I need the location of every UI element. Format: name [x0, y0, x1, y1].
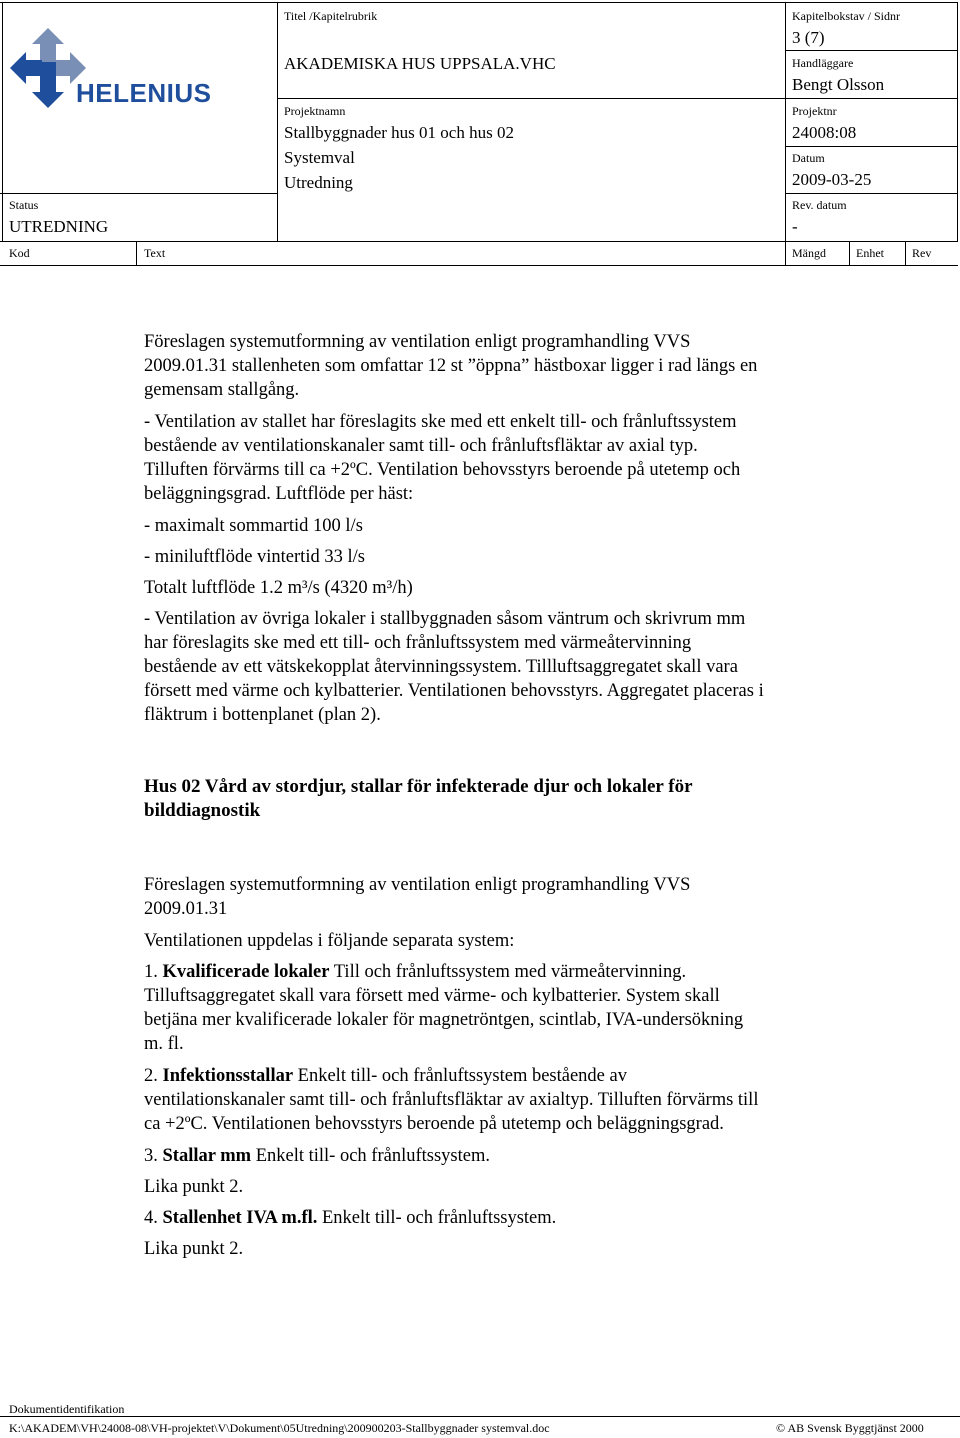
project-nr-value: 24008:08 — [792, 123, 857, 142]
list-item-number: 4. — [144, 1208, 158, 1228]
list-item — [144, 1064, 764, 1136]
paragraph: Föreslagen systemutformning av ventilation enligt programhandling VVS 2009.01.31 — [144, 875, 691, 919]
header-left-border — [2, 2, 3, 242]
col-divider-enhet — [905, 241, 906, 266]
list-item-title: Infektionsstallar — [162, 1066, 294, 1086]
subject-line-2: Utredning — [284, 173, 353, 192]
paragraph: - maximalt sommartid 100 l/s — [144, 516, 363, 536]
list-item-text: Till och frånluftssystem med värmeåtervinning. Tilluftsaggregatet skall vara försett med värme- och kylbatterier. System skall betjäna mer kvalificerade lokaler för magnetröntgen, scintlab, IVA-undersökning m. fl. — [144, 962, 744, 1054]
doc-path: K:\AKADEM\VH\24008-08\VH-projektet\V\Dokument\05Utredning\200900203-Stallbyggnader systemval.doc — [9, 1421, 550, 1435]
footer-divider — [0, 1416, 960, 1417]
header-row-line — [785, 50, 958, 51]
paragraph: Lika punkt 2. — [144, 1177, 244, 1197]
header-col-divider-1 — [277, 2, 278, 242]
col-text: Text — [144, 246, 166, 260]
title-value: AKADEMISKA HUS UPPSALA.VHC — [284, 54, 556, 73]
page-value: 3 (7) — [792, 28, 825, 47]
col-divider-kod — [136, 241, 137, 266]
logo-wordmark: HELENIUS — [76, 78, 212, 108]
paragraph: - Ventilation av stallet har föreslagits ske med ett enkelt till- och frånluftssystem bestående av ventilationskanaler samt till- och frånluftsfläktar av axial typ. Tilluften förvärms till ca +2ºC. Ventilation behovsstyrs beroende på utetemp och beläggningsgrad. Luftflöde per häst: — [144, 412, 741, 504]
document-header — [0, 0, 960, 266]
header-row-line — [785, 146, 958, 147]
doc-id-label: Dokumentidentifikation — [9, 1402, 125, 1416]
paragraph: Lika punkt 2. — [144, 1239, 244, 1259]
paragraph: - miniluftflöde vintertid 33 l/s — [144, 547, 365, 567]
section-heading: Hus 02 Vård av stordjur, stallar för infekterade djur och lokaler för bilddiagnostik — [144, 776, 693, 821]
col-divider-mangd — [849, 241, 850, 266]
list-item — [144, 1206, 764, 1230]
copyright: © AB Svensk Byggtjänst 2000 — [776, 1421, 924, 1435]
title-label: Titel /Kapitelrubrik — [284, 9, 378, 23]
project-name-label: Projektnamn — [284, 104, 346, 118]
list-item-title: Stallar mm — [162, 1146, 252, 1166]
rev-date-value: - — [792, 217, 798, 236]
paragraph: Ventilationen uppdelas i följande separata system: — [144, 931, 515, 951]
handler-label: Handläggare — [792, 56, 854, 70]
header-top-border — [0, 2, 958, 3]
col-header-bottom — [0, 265, 958, 266]
paragraph: - Ventilation av övriga lokaler i stallbyggnaden såsom väntrum och skrivrum mm har föreslagits ske med ett till- och frånluftssystem med värmeåtervinning bestående av ett vätskekopplat återvinningssystem. Tillluftsaggregatet skall vara försett med värme och kylbatterier. Ventilationen behovsstyrs. Aggregatet placeras i fläktrum i bottenplanet (plan 2). — [144, 609, 764, 725]
list-item — [144, 1144, 764, 1168]
col-kod: Kod — [9, 246, 30, 260]
subject-line-1: Systemval — [284, 148, 355, 167]
document-body — [144, 330, 764, 1261]
date-label: Datum — [792, 151, 825, 165]
list-item — [144, 960, 764, 1056]
header-col-divider-2 — [785, 2, 786, 266]
date-value: 2009-03-25 — [792, 170, 872, 189]
header-right-border — [957, 2, 958, 242]
page-label: Kapitelbokstav / Sidnr — [792, 9, 900, 23]
list-item-text: Enkelt till- och frånluftssystem. — [317, 1208, 557, 1228]
status-label: Status — [9, 198, 39, 212]
list-item-text: Enkelt till- och frånluftssystem. — [251, 1146, 490, 1166]
header-row-line — [277, 98, 958, 99]
list-item-title: Stallenhet IVA m.fl. — [162, 1208, 318, 1228]
col-mangd: Mängd — [792, 246, 826, 260]
project-nr-label: Projektnr — [792, 104, 837, 118]
col-enhet: Enhet — [856, 246, 884, 260]
list-item-number: 3. — [144, 1146, 158, 1166]
paragraph: Totalt luftflöde 1.2 m³/s (4320 m³/h) — [144, 578, 413, 598]
list-item-number: 2. — [144, 1066, 158, 1086]
company-logo — [8, 26, 212, 112]
handler-value: Bengt Olsson — [792, 75, 885, 94]
header-row-line — [0, 241, 958, 242]
list-item-title: Kvalificerade lokaler — [162, 962, 330, 982]
list-item-text: Enkelt till- och frånluftssystem bestående av ventilationskanaler samt till- och frånluftsfläktar av axialtyp. Tilluften förvärms till ca +2ºC. Ventilationen behovsstyrs beroende på utetemp och beläggningsgrad. — [144, 1066, 759, 1134]
rev-date-label: Rev. datum — [792, 198, 847, 212]
list-item-number: 1. — [144, 962, 158, 982]
col-rev: Rev — [912, 246, 932, 260]
header-row-line — [785, 193, 958, 194]
status-value: UTREDNING — [9, 217, 109, 236]
header-row-line — [0, 193, 277, 194]
paragraph: Föreslagen systemutformning av ventilation enligt programhandling VVS 2009.01.31 stallenheten som omfattar 12 st ”öppna” hästboxar ligger i rad längs en gemensam stallgång. — [144, 332, 758, 400]
project-name-value: Stallbyggnader hus 01 och hus 02 — [284, 123, 514, 142]
